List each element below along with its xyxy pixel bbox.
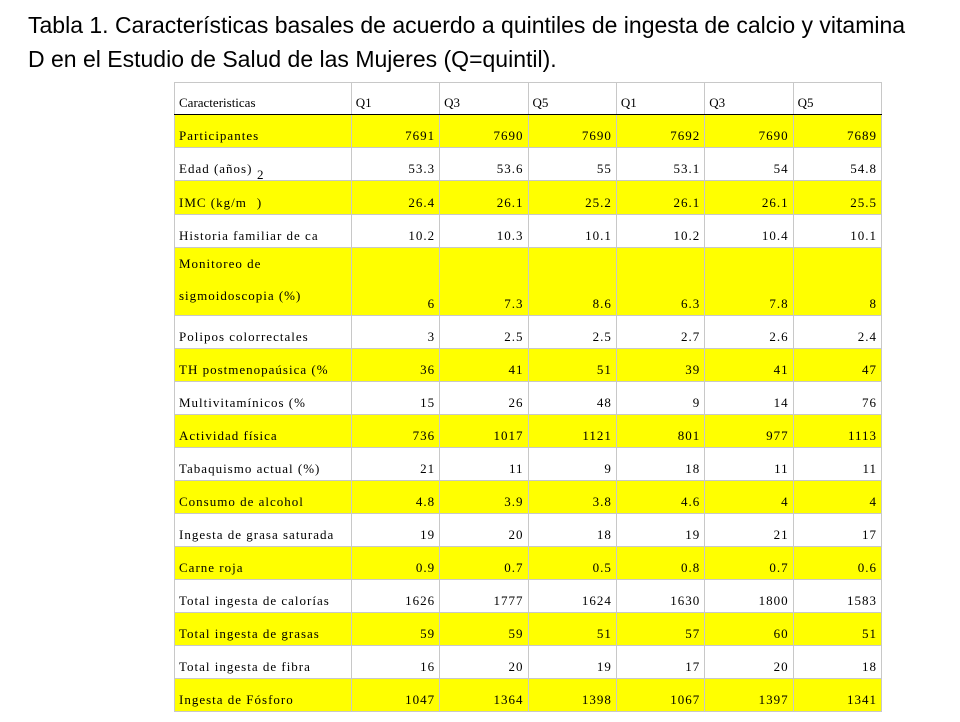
table-cell: 0.7	[705, 547, 793, 580]
characteristics-table-container	[174, 82, 882, 722]
table-cell: 4	[793, 481, 881, 514]
table-cell: 51	[528, 613, 616, 646]
table-cell: 9	[528, 448, 616, 481]
table-cell: 6.3	[616, 248, 704, 316]
table-cell: 7.3	[440, 248, 528, 316]
table-cell: 977	[705, 415, 793, 448]
table-row	[175, 382, 882, 415]
table-cell: 8	[793, 248, 881, 316]
table-row	[175, 448, 882, 481]
table-cell: 54	[705, 148, 793, 181]
table-row	[175, 415, 882, 448]
row-label-sigmoidoscopia	[175, 248, 352, 316]
table-cell: 17	[616, 646, 704, 679]
table-row	[175, 115, 882, 148]
table-cell: 2.7	[616, 316, 704, 349]
table-cell: 3.8	[528, 481, 616, 514]
table-cell: 7690	[440, 115, 528, 148]
table-row	[175, 613, 882, 646]
table-cell: 7690	[528, 115, 616, 148]
row-label: Edad (años)	[175, 148, 352, 181]
row-label: Participantes	[175, 115, 352, 148]
row-label: Multivitamínicos (%	[175, 382, 352, 415]
table-cell: 19	[616, 514, 704, 547]
table-row	[175, 349, 882, 382]
table-row	[175, 514, 882, 547]
table-cell: 21	[705, 514, 793, 547]
table-cell: 3	[351, 316, 439, 349]
table-row	[175, 316, 882, 349]
table-cell: 48	[528, 382, 616, 415]
row-label: TH postmenopaúsica (%	[175, 349, 352, 382]
table-cell: 7.8	[705, 248, 793, 316]
table-cell: 14	[705, 382, 793, 415]
table-cell: 76	[793, 382, 881, 415]
table-cell: 7689	[793, 115, 881, 148]
table-cell: 55	[528, 148, 616, 181]
table-cell: 11	[440, 448, 528, 481]
table-cell: 10.1	[528, 215, 616, 248]
table-cell: 20	[440, 514, 528, 547]
table-cell: 41	[705, 349, 793, 382]
table-cell: 10.2	[351, 215, 439, 248]
table-row	[175, 679, 882, 712]
row-label: Historia familiar de ca	[175, 215, 352, 248]
table-cell: 0.5	[528, 547, 616, 580]
table-cell: 1624	[528, 580, 616, 613]
imc-label-close: )	[256, 195, 263, 210]
header-cell-q1: Q1	[351, 83, 439, 115]
row-label: Ingesta de Fósforo	[175, 679, 352, 712]
row-label: Polipos colorrectales	[175, 316, 352, 349]
table-row	[175, 646, 882, 679]
slide-title: Tabla 1. Características basales de acuerdo a quintiles de ingesta de calcio y vitamina D en el Estudio de Salud de las Mujeres (Q=quintil).	[28, 12, 906, 72]
table-row	[175, 248, 882, 316]
table-cell: 3.9	[440, 481, 528, 514]
table-cell: 59	[351, 613, 439, 646]
row-label: Ingesta de grasa saturada	[175, 514, 352, 547]
table-cell: 2.5	[440, 316, 528, 349]
table-cell: 11	[793, 448, 881, 481]
table-cell: 1398	[528, 679, 616, 712]
table-cell: 1630	[616, 580, 704, 613]
table-cell: 19	[528, 646, 616, 679]
table-cell: 18	[528, 514, 616, 547]
table-row	[175, 547, 882, 580]
table-cell: 39	[616, 349, 704, 382]
table-cell: 11	[705, 448, 793, 481]
table-cell: 4.8	[351, 481, 439, 514]
table-cell: 21	[351, 448, 439, 481]
row-label-line2: sigmoidoscopia (%)	[179, 288, 302, 303]
table-cell: 26.4	[351, 181, 439, 215]
table-cell: 36	[351, 349, 439, 382]
table-cell: 60	[705, 613, 793, 646]
header-cell-q5-vitd: Q5	[793, 83, 881, 115]
row-label: Carne roja	[175, 547, 352, 580]
table-cell: 53.3	[351, 148, 439, 181]
table-cell: 53.6	[440, 148, 528, 181]
table-cell: 41	[440, 349, 528, 382]
table-cell: 1364	[440, 679, 528, 712]
table-cell: 2.5	[528, 316, 616, 349]
table-row	[175, 215, 882, 248]
table-cell: 0.8	[616, 547, 704, 580]
table-cell: 6	[351, 248, 439, 316]
table-row	[175, 148, 882, 181]
row-label: Total ingesta de fibra	[175, 646, 352, 679]
table-cell: 20	[705, 646, 793, 679]
table-cell: 26.1	[440, 181, 528, 215]
table-cell: 736	[351, 415, 439, 448]
row-label: Total ingesta de calorías	[175, 580, 352, 613]
table-cell: 1777	[440, 580, 528, 613]
table-cell: 0.6	[793, 547, 881, 580]
table-cell: 18	[616, 448, 704, 481]
table-cell: 1047	[351, 679, 439, 712]
table-cell: 59	[440, 613, 528, 646]
table-cell: 4.6	[616, 481, 704, 514]
table-cell: 801	[616, 415, 704, 448]
table-cell: 4	[705, 481, 793, 514]
table-cell: 9	[616, 382, 704, 415]
table-cell: 7692	[616, 115, 704, 148]
table-row	[175, 580, 882, 613]
table-cell: 25.5	[793, 181, 881, 215]
table-cell: 25.2	[528, 181, 616, 215]
table-cell: 2.4	[793, 316, 881, 349]
table-cell: 0.7	[440, 547, 528, 580]
table-cell: 57	[616, 613, 704, 646]
header-cell-q3-vitd: Q3	[705, 83, 793, 115]
table-cell: 1067	[616, 679, 704, 712]
table-cell: 1397	[705, 679, 793, 712]
table-cell: 18	[793, 646, 881, 679]
row-label: Consumo de alcohol	[175, 481, 352, 514]
table-cell: 1341	[793, 679, 881, 712]
characteristics-table	[174, 82, 882, 712]
table-cell: 17	[793, 514, 881, 547]
table-cell: 53.1	[616, 148, 704, 181]
table-cell: 16	[351, 646, 439, 679]
table-row	[175, 181, 882, 215]
row-label: Tabaquismo actual (%)	[175, 448, 352, 481]
table-cell: 1800	[705, 580, 793, 613]
table-cell: 7691	[351, 115, 439, 148]
table-header-row	[175, 83, 882, 115]
row-label: Actividad física	[175, 415, 352, 448]
table-cell: 54.8	[793, 148, 881, 181]
header-cell-caracteristicas: Caracteristicas	[175, 83, 352, 115]
header-cell-q3: Q3	[440, 83, 528, 115]
table-cell: 1121	[528, 415, 616, 448]
table-cell: 10.1	[793, 215, 881, 248]
table-cell: 20	[440, 646, 528, 679]
table-cell: 8.6	[528, 248, 616, 316]
table-cell: 26.1	[616, 181, 704, 215]
table-cell: 10.3	[440, 215, 528, 248]
imc-superscript: 2	[257, 167, 265, 182]
table-cell: 0.9	[351, 547, 439, 580]
header-cell-q1-vitd: Q1	[616, 83, 704, 115]
table-cell: 1583	[793, 580, 881, 613]
row-label-line1: Monitoreo de	[179, 256, 262, 271]
table-cell: 10.2	[616, 215, 704, 248]
table-cell: 2.6	[705, 316, 793, 349]
table-cell: 1113	[793, 415, 881, 448]
table-cell: 1017	[440, 415, 528, 448]
table-cell: 1626	[351, 580, 439, 613]
table-cell: 26	[440, 382, 528, 415]
table-cell: 15	[351, 382, 439, 415]
table-row	[175, 481, 882, 514]
row-label: Total ingesta de grasas	[175, 613, 352, 646]
table-cell: 7690	[705, 115, 793, 148]
table-cell: 10.4	[705, 215, 793, 248]
table-cell: 47	[793, 349, 881, 382]
table-cell: 51	[793, 613, 881, 646]
imc-label-text: IMC (kg/m	[179, 195, 247, 210]
table-cell: 26.1	[705, 181, 793, 215]
table-cell: 19	[351, 514, 439, 547]
table-cell: 51	[528, 349, 616, 382]
header-cell-q5: Q5	[528, 83, 616, 115]
